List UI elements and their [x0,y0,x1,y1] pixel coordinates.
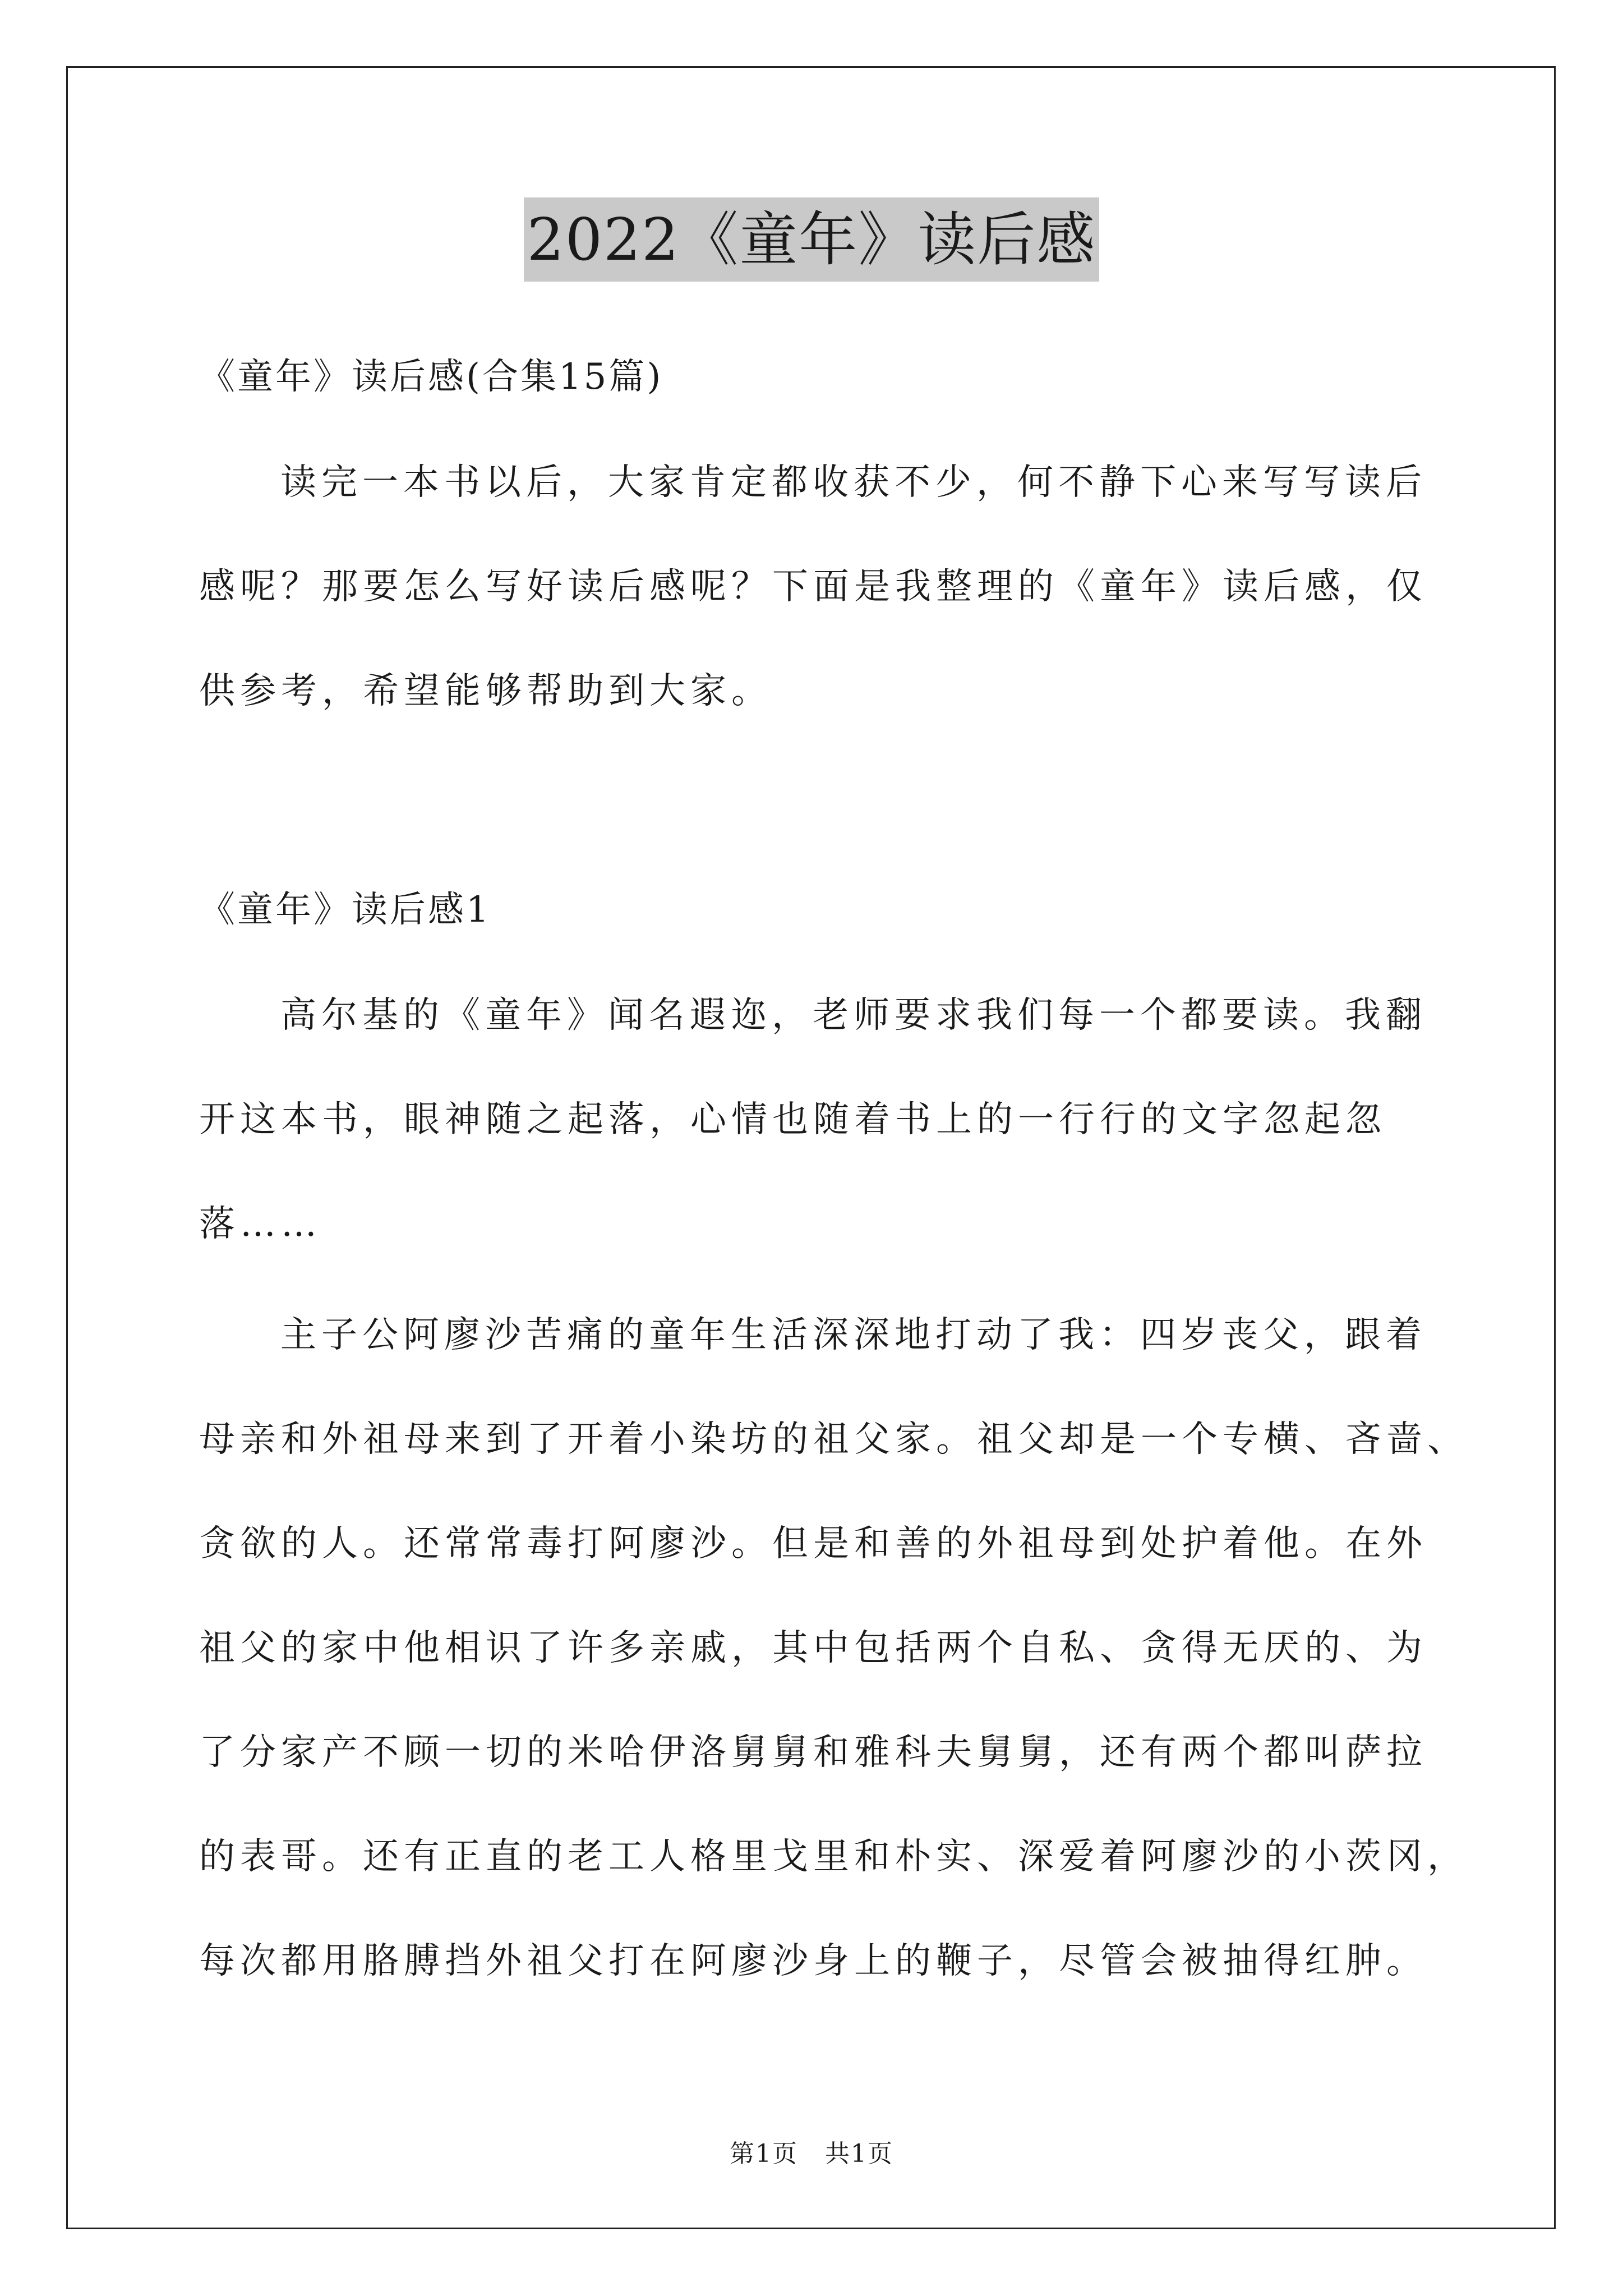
page-number: 第1页 共1页 [730,2139,893,2168]
intro-line-1: 读完一本书以后，大家肯定都收获不少，何不静下心来写写读后 [280,462,1427,503]
para2-line-1: 主子公阿廖沙苦痛的童年生活深深地打动了我：四岁丧父，跟着 [280,1314,1427,1356]
document-title: 2022《童年》读后感 [524,197,1100,282]
para2-line-6: 的表哥。还有正直的老工人格里戈里和朴实、深爱着阿廖沙的小茨冈， [199,1836,1468,1878]
para2-line-7: 每次都用胳膊挡外祖父打在阿廖沙身上的鞭子，尽管会被抽得红肿。 [199,1940,1427,1982]
page-footer [0,2138,1623,2170]
para1-line-2: 开这本书，眼神随之起落，心情也随着书上的一行行的文字忽起忽 [199,1099,1386,1140]
para1-line-1: 高尔基的《童年》闻名遐迩，老师要求我们每一个都要读。我翻 [280,995,1427,1036]
intro-line-2: 感呢？那要怎么写好读后感呢？下面是我整理的《童年》读后感，仅 [199,566,1427,608]
para2-line-4: 祖父的家中他相识了许多亲戚，其中包括两个自私、贪得无厌的、为 [199,1627,1427,1669]
para2-line-3: 贪欲的人。还常常毒打阿廖沙。但是和善的外祖母到处护着他。在外 [199,1523,1427,1565]
document-subtitle: 《童年》读后感(合集15篇) [199,356,663,398]
para2-line-5: 了分家产不顾一切的米哈伊洛舅舅和雅科夫舅舅，还有两个都叫萨拉 [199,1732,1427,1773]
para2-line-2: 母亲和外祖母来到了开着小染坊的祖父家。祖父却是一个专横、吝啬、 [199,1419,1468,1460]
intro-line-3: 供参考，希望能够帮助到大家。 [199,670,772,712]
section-heading-1: 《童年》读后感1 [199,889,491,931]
title-container [0,197,1623,282]
para1-line-3: 落…… [199,1203,322,1245]
